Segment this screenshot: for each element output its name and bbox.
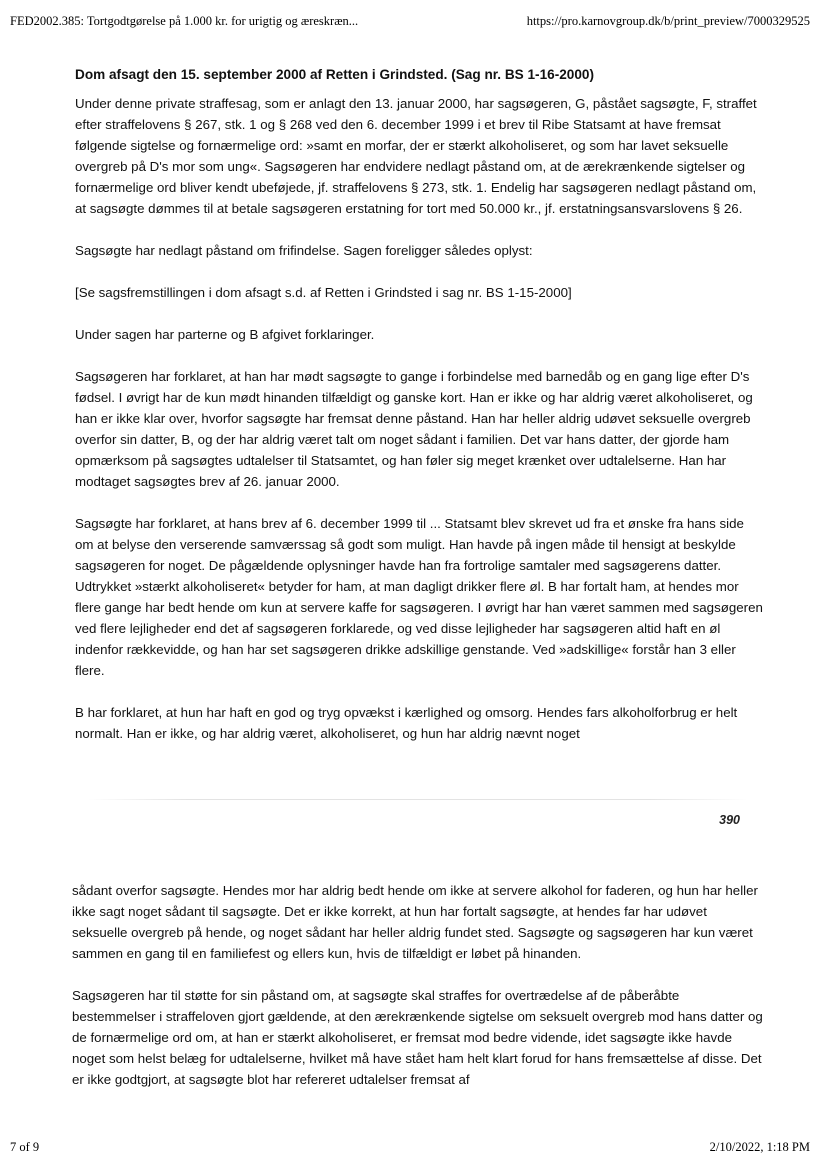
document-body-bottom	[72, 880, 766, 1090]
paragraph: Sagsøgeren har til støtte for sin påstand om, at sagsøgte skal straffes for overtrædelse af de påberåbte bestemmelser i straffeloven gjort gældende, at den ærekrænkende sigtelse om seksuelt overgreb mod hans datter og de fornærmelige ord om, at han er stærkt alkoholiseret, er fremsat mod bedre vidende, idet sagsøgte ikke havde noget som helst belæg for udtalelserne, hvilket må have stået ham helt klart forud for hans fremsættelse af disse. Det er ikke godtgjort, at sagsøgte blot har refereret udtalelser fremsat af	[72, 988, 763, 1087]
paragraph: Under denne private straffesag, som er anlagt den 13. januar 2000, har sagsøgeren, G, påstået sagsøgte, F, straffet efter straffelovens § 267, stk. 1 og § 268 ved den 6. december 1999 i et brev til Ribe Statsamt at have fremsat følgende sigtelse og fornærmelige ord: »samt en morfar, der er stærkt alkoholiseret, og som har lavet seksuelle overgreb på D's mor som ung«. Sagsøgeren har endvidere nedlagt påstand om, at de ærekrænkende sigtelser og fornærmelige ord bliver kendt ubeføjede, jf. straffelovens § 273, stk. 1. Endelig har sagsøgeren nedlagt påstand om, at sagsøgte dømmes til at betale sagsøgeren erstatning for tort med 50.000 kr., jf. erstatningsansvarslovens § 26.	[75, 96, 757, 216]
page-break-divider	[88, 799, 748, 800]
print-footer-timestamp: 2/10/2022, 1:18 PM	[709, 1140, 810, 1154]
paragraph: Sagsøgte har nedlagt påstand om frifindelse. Sagen foreligger således oplyst:	[75, 243, 533, 258]
print-header-title: FED2002.385: Tortgodtgørelse på 1.000 kr. for urigtig og æreskræn...	[10, 14, 359, 28]
page-number: 390	[719, 813, 740, 827]
print-footer-page-count: 7 of 9	[10, 1140, 40, 1154]
paragraph: Sagsøgeren har forklaret, at han har mødt sagsøgte to gange i forbindelse med barnedåb og en gang lige efter D's fødsel. I øvrigt har de kun mødt hinanden tilfældigt og ganske kort. Han er ikke og har aldrig været alkoholiseret, og han er ikke klar over, hvorfor sagsøgte har fremsat denne påstand. Han har heller aldrig udøvet seksuelle overgreb overfor sin datter, B, og der har aldrig været talt om noget sådant i familien. Det var hans datter, der gjorde ham opmærksom på sagsøgtes udtalelser til Statsamtet, og han føler sig meget krænket over udtalelserne. Han har modtaget sagsøgtes brev af 26. januar 2000.	[75, 369, 753, 489]
document-body-top	[75, 64, 765, 744]
paragraph: B har forklaret, at hun har haft en god og tryg opvækst i kærlighed og omsorg. Hendes fars alkoholforbrug er helt normalt. Han er ikke, og har aldrig været, alkoholiseret, og hun har aldrig nævnt noget	[75, 705, 738, 741]
document-title: Dom afsagt den 15. september 2000 af Retten i Grindsted. (Sag nr. BS 1-16-2000)	[75, 67, 594, 82]
paragraph: Under sagen har parterne og B afgivet forklaringer.	[75, 327, 375, 342]
paragraph: sådant overfor sagsøgte. Hendes mor har aldrig bedt hende om ikke at servere alkohol for faderen, og hun har heller ikke sagt noget sådant til sagsøgte. Det er ikke korrekt, at hun har fortalt sagsøgte, at hendes far har udøvet seksuelle overgreb på hende, og noget sådant har heller aldrig fundet sted. Sagsøgte og sagsøgeren har kun været sammen en gang til en familiefest og ellers kun, hvis de tilfældigt er løbet på hinanden.	[72, 883, 758, 961]
paragraph: [Se sagsfremstillingen i dom afsagt s.d. af Retten i Grindsted i sag nr. BS 1-15-2000]	[75, 285, 572, 300]
paragraph: Sagsøgte har forklaret, at hans brev af 6. december 1999 til ... Statsamt blev skrevet ud fra et ønske fra hans side om at belyse den verserende samværssag så godt som muligt. Han havde på ingen måde til hensigt at beskylde sagsøgeren for noget. De pågældende oplysninger havde han fra fortrolige samtaler med sagsøgerens datter. Udtrykket »stærkt alkoholiseret« betyder for ham, at man dagligt drikker flere øl. B har fortalt ham, at hendes mor flere gange har bedt hende om kun at servere kaffe for sagsøgeren. I øvrigt har han været sammen med sagsøgeren ved flere lejligheder end det af sagsøgeren forklarede, og ved disse lejligheder har sagsøgeren altid haft en øl indenfor rækkevidde, og han har set sagsøgeren drikke adskillige genstande. Ved »adskillige« forstår han 3 eller flere.	[75, 516, 763, 678]
print-header-url: https://pro.karnovgroup.dk/b/print_preview/7000329525	[526, 14, 810, 28]
